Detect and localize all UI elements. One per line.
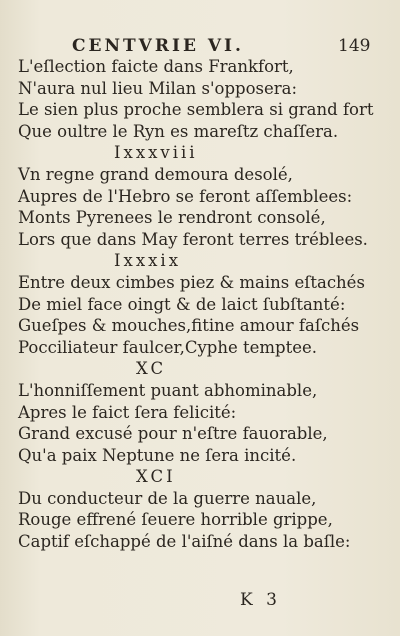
page-header [0,36,400,58]
verse-block [18,56,388,553]
verse-line: Vn regne grand demoura desolé, [18,164,293,184]
verse-line: Le sien plus proche semblera si grand fort [18,100,374,120]
verse-line: De miel face oingt & de laict ſubſtanté: [18,294,346,314]
verse-line: Que oultre le Ryn es mareſtz chaſſera. [18,121,339,141]
verse-line: Pocciliateur faulcer,Cyphe temptee. [18,337,317,357]
running-title: CENTVRIE VI. [72,36,244,56]
quatrain-number: Ixxxix [114,251,182,271]
verse-line: Du conducteur de la guerre nauale, [18,488,317,508]
quatrain-number: XCI [136,467,176,487]
verse-line: Lors que dans May feront terres tréblees. [18,229,368,249]
verse-line: L'eſlection faicte dans Frankfort, [18,57,294,76]
verse-line: Grand excusé pour n'eſtre fauorable, [18,424,328,444]
signature-mark: K 3 [240,590,281,610]
verse-line: Rouge effrené ſeuere horrible grippe, [18,510,333,530]
verse-line: Entre deux cimbes piez & mains eſtachés [18,272,365,292]
verse-line: Monts Pyrenees le rendront consolé, [18,208,326,228]
verse-line: Captif eſchappé de l'aiſné dans la baſle: [18,532,351,552]
verse-line: Apres le faict ſera felicité: [18,402,237,422]
verse-line: Qu'a paix Neptune ne ſera incité. [18,445,297,465]
verse-line: N'aura nul lieu Milan s'opposera: [18,78,298,98]
quatrain-number: Ixxxviii [114,143,198,163]
verse-line: Aupres de l'Hebro se feront aſſemblees: [18,186,353,206]
verse-line: Gueſpes & mouches,fitine amour faſchés [18,316,360,336]
page-number: 149 [338,36,371,56]
quatrain-number: XC [136,359,167,379]
verse-line: L'honniſſement puant abhominable, [18,380,318,400]
